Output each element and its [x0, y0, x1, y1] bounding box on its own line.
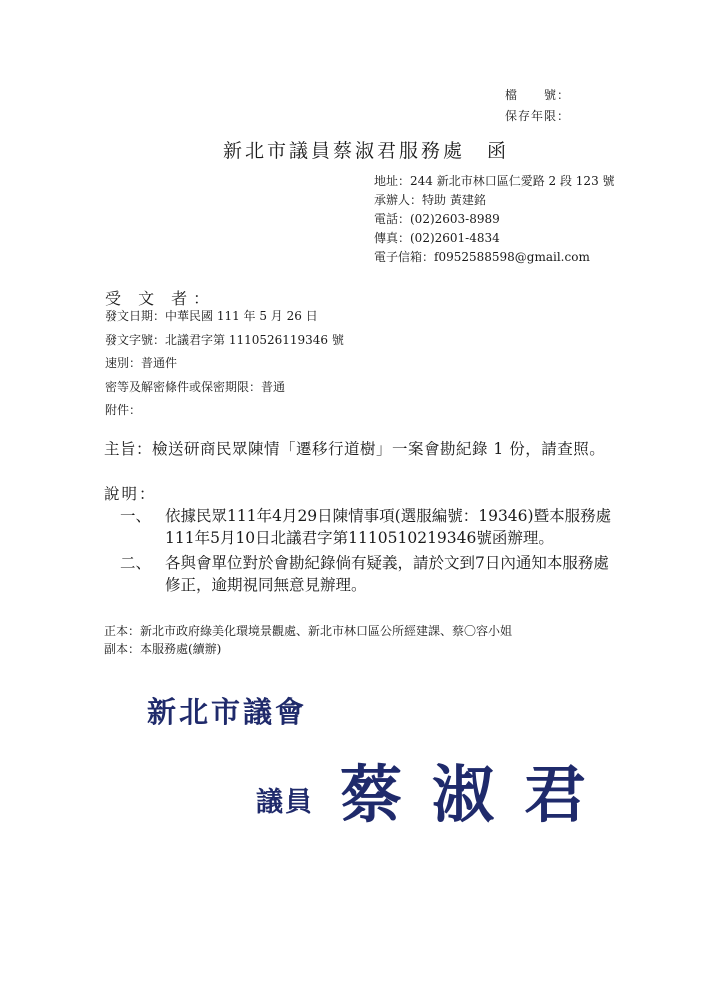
subject-line: 主旨：檢送研商民眾陳情「遷移行道樹」一案會勘紀錄 1 份，請查照。 — [104, 440, 606, 458]
council-seal-text: 新北市議會 — [147, 695, 308, 729]
councilor-title: 議員 — [256, 787, 314, 818]
copy-distribution — [104, 622, 512, 658]
secrecy-level: 密等及解密條件或保密期限：普通 — [105, 379, 286, 394]
issue-number: 發文字號：北議君字第 1110526119346 號 — [105, 332, 344, 347]
delivery-speed: 速別：普通件 — [105, 356, 178, 370]
explanation-title: 說明： — [104, 485, 157, 503]
explanation-item-number: 二、 — [120, 554, 152, 572]
explanation-item — [120, 552, 620, 598]
explanation-item-number: 一、 — [120, 507, 152, 525]
original-recipients: 正本：新北市政府綠美化環境景觀處、新北市林口區公所經建課、蔡〇容小姐 — [104, 624, 513, 638]
document-title-org: 新北市議員蔡淑君服務處 — [223, 140, 466, 162]
sender-address: 地址：244 新北市林口區仁愛路 2 段 123 號 — [374, 174, 615, 188]
document-fields — [105, 305, 344, 423]
recipient-label: 受 文 者： — [105, 289, 216, 308]
sender-fax: 傳真：(02)2601-4834 — [374, 231, 500, 245]
sender-info — [374, 172, 615, 267]
sender-handler: 承辦人：特助 黃建銘 — [374, 193, 486, 207]
issue-date: 發文日期：中華民國 111 年 5 月 26 日 — [105, 309, 318, 323]
retention-period-label: 保存年限： — [505, 109, 571, 123]
sender-email: 電子信箱：f0952588598@gmail.com — [374, 250, 590, 264]
councilor-signature: 蔡淑君 — [340, 758, 617, 831]
document-type: 函 — [487, 140, 510, 162]
attachments: 附件： — [105, 403, 142, 417]
explanation-item-text: 各與會單位對於會勘紀錄倘有疑義，請於文到7日內通知本服務處修正，逾期視同無意見辦理。 — [165, 554, 609, 594]
duplicate-recipients: 副本：本服務處(續辦) — [104, 642, 222, 656]
file-number-label: 檔 號： — [505, 88, 571, 102]
explanation-item — [120, 505, 620, 551]
document-title — [223, 136, 509, 163]
explanation-item-text: 依據民眾111年4月29日陳情事項(選服編號：19346)暨本服務處111年5月10日北議君字第1110510219346號函辦理。 — [165, 507, 612, 547]
sender-phone: 電話：(02)2603-8989 — [374, 212, 500, 226]
